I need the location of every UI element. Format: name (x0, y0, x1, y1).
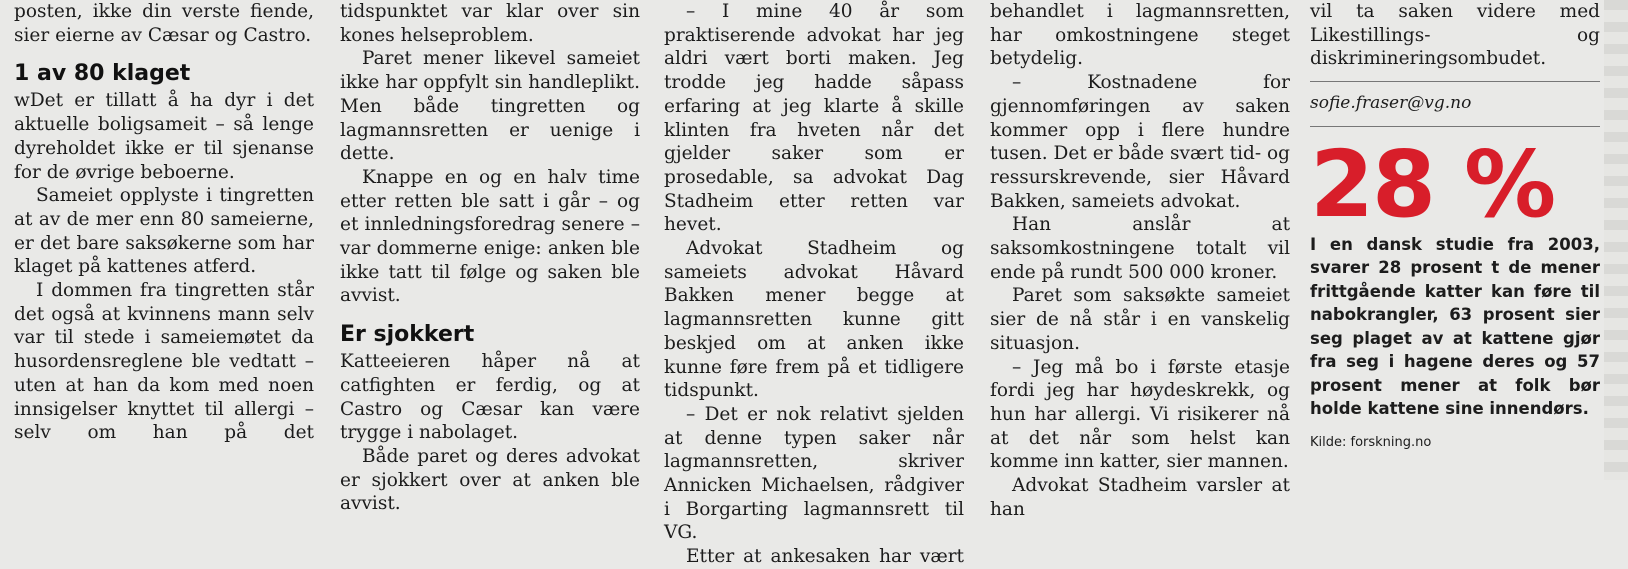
article-column-4 (990, 0, 1290, 521)
article-column-2 (340, 0, 640, 516)
paragraph: vil ta saken videre med Likestillings- og diskrimineringsombudet. (1310, 1, 1600, 70)
fact-text: I en dansk studie fra 2003, svarer 28 prosent t de mener frittgående katter kan føre til nabokrangler, 63 prosent sier seg plaget av at kattene gjør fra seg i hagene deres og 57 prosent mener at folk bør holde kattene sine innendørs. (1310, 234, 1600, 419)
quote-paragraph: – Jeg må bo i første etasje fordi jeg har høydeskrekk, og hun har allergi. Vi risikerer nå at det når som helst kan komme inn katter, sier mannen. (990, 356, 1290, 473)
paragraph: Katteeieren håper nå at catfighten er ferdig, og at Castro og Cæsar kan være trygge i nabolaget. (340, 351, 640, 444)
subheading-er-sjokkert: Er sjokkert (340, 322, 475, 348)
quote-paragraph: – I mine 40 år som praktiserende advokat har jeg aldri vært borti maken. Jeg trodde jeg hadde såpass erfaring at jeg klarte å skille klinten fra hveten når det gjelder saker som er prosedable, sa advokat Dag Stadheim etter retten var hevet. (664, 1, 964, 236)
paragraph: Paret mener likevel sameiet ikke har oppfylt sin handleplikt. Men både tingretten og lagmannsretten er uenige i dette. (340, 48, 640, 165)
paragraph: Sameiet opplyste i tingretten at av de mer enn 80 sameierne, er det bare saksøkerne som har klaget på kattenes atferd. (14, 185, 314, 278)
divider (1310, 81, 1600, 82)
paragraph: Advokat Stadheim varsler at han (990, 475, 1290, 520)
paragraph: posten, ikke din verste fiende, sier eierne av Cæsar og Castro. (14, 1, 314, 46)
paragraph: Knappe en og en halv time etter retten ble satt i går – og et innledningsforedrag senere – var dommerne enige: anken ble ikke tatt til følge og saken ble avvist. (340, 166, 640, 307)
paragraph: Etter at ankesaken har vært (686, 546, 964, 568)
author-email: sofie.fraser@vg.no (1310, 93, 1472, 114)
fact-source: Kilde: forskning.no (1310, 434, 1432, 450)
article-column-1 (14, 0, 314, 445)
paragraph: I dommen fra tingretten står det også at kvinnens mann selv var til stede i sameiemøtet da husordensreglene ble vedtatt – uten at han da kom med noen innsigelser knyttet til allergi – selv om han på det (14, 280, 314, 444)
subheading-1-av-80-klaget: 1 av 80 klaget (14, 61, 191, 87)
fact-box (1310, 130, 1600, 455)
divider (1310, 126, 1600, 127)
paragraph: behandlet i lagmannsretten, har omkostningene steget betydelig. (990, 1, 1290, 70)
article-column-3 (664, 0, 964, 569)
article-column-5 (1310, 0, 1600, 455)
paragraph: Både paret og deres advokat er sjokkert over at anken ble avvist. (340, 445, 640, 515)
paragraph: Paret som saksøkte sameiet sier de nå står i en vanskelig situasjon. (990, 285, 1290, 354)
quote-paragraph: – Kostnadene for gjennomføringen av saken kommer opp i flere hundre tusen. Det er både svært tid- og ressurskrevende, sier Håvard Bakken, sameiets advokat. (990, 72, 1290, 212)
paragraph: tidspunktet var klar over sin kones helseproblem. (340, 1, 640, 46)
page-edge-bleed (1604, 0, 1628, 480)
paragraph: Han anslår at saksomkostningene totalt vil ende på rundt 500 000 kroner. (990, 214, 1290, 283)
paragraph: wDet er tillatt å ha dyr i det aktuelle boligsameit – så lenge dyreholdet ikke er til sjenanse for de øvrige beboerne. (14, 90, 314, 183)
paragraph: Advokat Stadheim og sameiets advokat Håvard Bakken mener begge at lagmannsretten kunne gitt beskjed om at anken ikke kunne føre frem på et tidligere tidspunkt. (664, 238, 964, 402)
quote-paragraph: – Det er nok relativt sjelden at denne typen saker når lagmannsretten, skriver Annicken Michaelsen, rådgiver i Borgarting lagmannsrett til VG. (664, 403, 964, 544)
fact-number: 28 % (1310, 130, 1555, 238)
